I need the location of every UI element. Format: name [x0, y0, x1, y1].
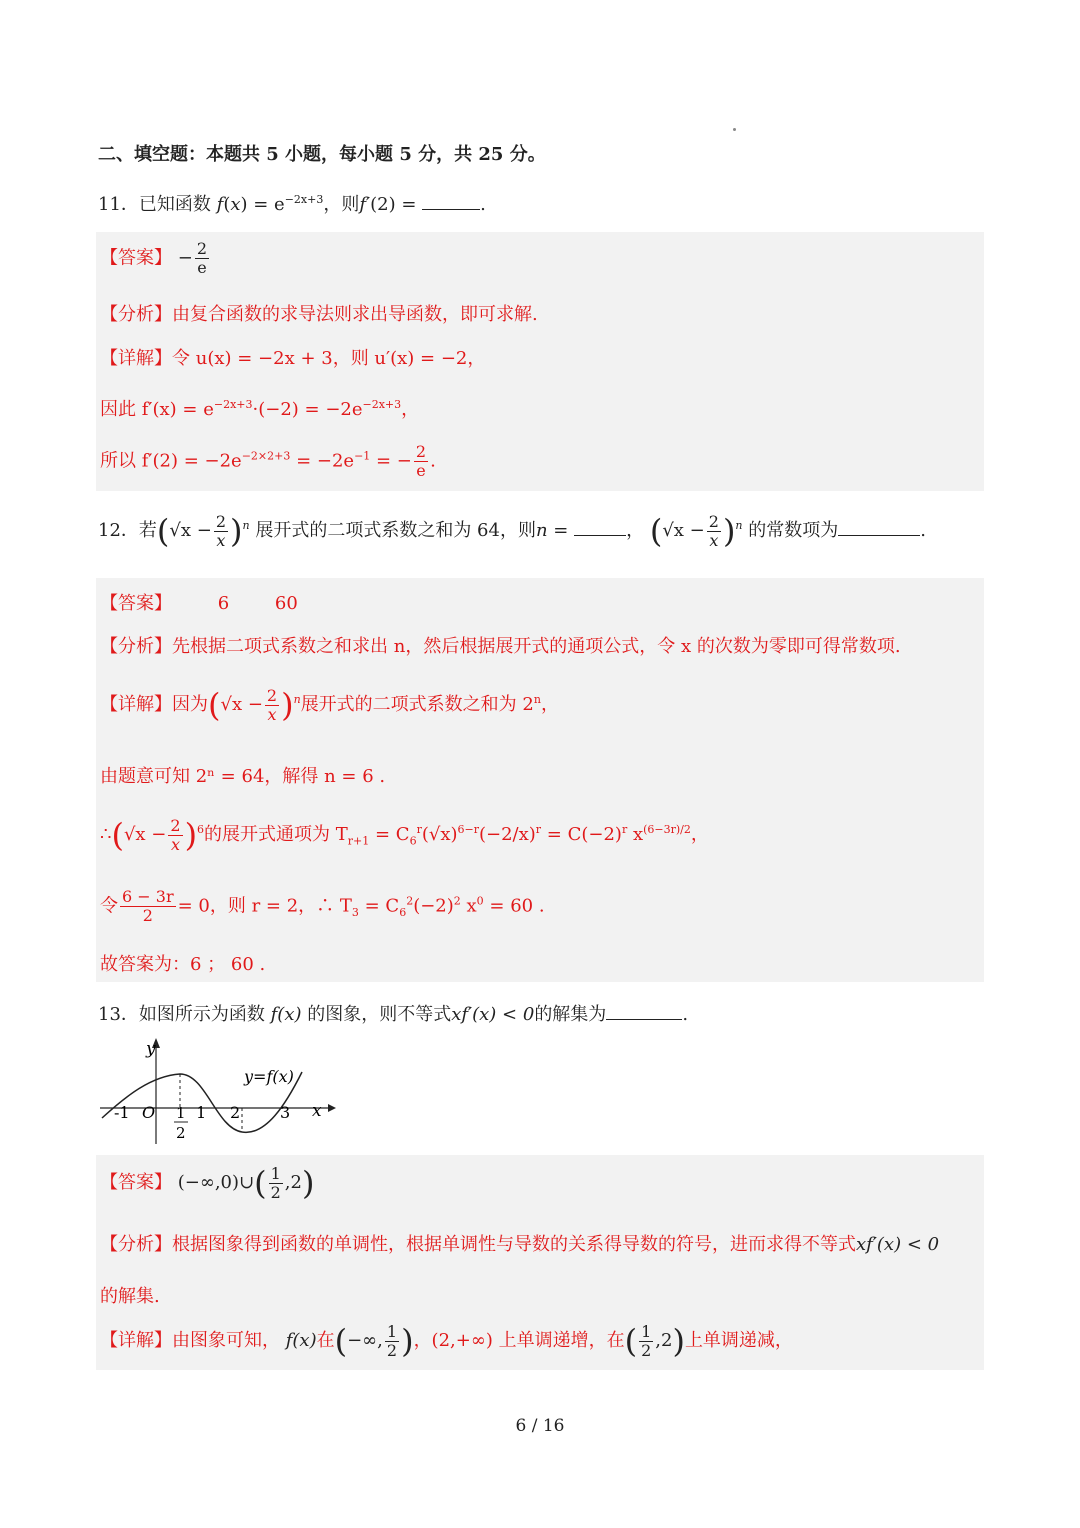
q12-text-b: 的常数项为 — [748, 520, 839, 541]
q12-ruo: 若 — [138, 520, 157, 541]
q13-text-b: 的图象，则不等式 — [307, 1004, 452, 1025]
q13-func: f(x) — [270, 1004, 302, 1025]
tick-half-den: 2 — [176, 1124, 186, 1142]
a11-analysis — [100, 300, 538, 326]
analysis-text: 根据图象得到函数的单调性，根据单调性与导数的关系得导数的符号，进而求得不等式 — [172, 1234, 856, 1255]
q11-arg: 2 — [377, 194, 389, 215]
speck — [733, 128, 736, 131]
answer-blank — [422, 208, 480, 210]
q11-eq: = e — [253, 194, 285, 215]
a12-answer — [100, 589, 298, 615]
q11-eq2: = — [401, 194, 417, 215]
analysis-text: 先根据二项式系数之和求出 n，然后根据展开式的通项公式，令 x 的次数为零即可得常数项. — [172, 636, 901, 657]
a12-detail-4: 令 $\frac{6 - 3r}{2}$ = 0，则 r = 2，∴ $T_3 = C_6^2(-2)^2$ $x^0 = 60$ . — [100, 887, 545, 925]
detail-tag: 【详解】 — [100, 694, 172, 715]
a12-answer-2: 60 — [274, 593, 298, 614]
q11-number: 11． — [98, 194, 139, 215]
a13-answer: 【答案】 (−∞,0)∪( $\frac{1}{2}$ ,2) — [100, 1163, 315, 1202]
answer-tag: 【答案】 — [100, 1172, 172, 1193]
tick-minus-1: -1 — [114, 1103, 130, 1122]
answer-blank-2 — [838, 534, 920, 536]
answer-blank-1 — [574, 534, 626, 536]
a11-sign: − — [177, 247, 193, 269]
question-12: 12．若(√x − $\frac{2}{x}$ )$^n$ 展开式的二项式系数之和为 64，则n = ， (√x − $\frac{2}{x}$ )$^n$ 的常数项为 . — [98, 511, 926, 550]
a11-frac: $\frac{2}{e}$ — [196, 239, 208, 277]
answer-tag: 【答案】 — [100, 247, 172, 269]
a13-analysis-2: 的解集. — [100, 1286, 160, 1307]
q13-number: 13． — [98, 1004, 139, 1025]
tick-3: 3 — [280, 1103, 291, 1122]
q11-var: x — [230, 194, 241, 215]
answer-blank — [606, 1018, 682, 1020]
q13-ineq: xf′(x) < 0 — [451, 1004, 535, 1025]
answer-tag: 【答案】 — [100, 593, 172, 614]
q11-exp: −2x+3 — [284, 193, 324, 206]
q12-number: 12． — [98, 520, 139, 541]
a12-detail-1: 【详解】因为(√x − $\frac{2}{x}$ )$^n$展开式的二项式系数之和为 2$^n$， — [100, 685, 559, 724]
question-11: 11．已知函数 $f(x) = e^{-2x+3}$，则f′(2) = . — [98, 193, 486, 215]
x-axis-arrow — [328, 1104, 336, 1112]
a11-detail-3: 所以 $f'(2) = -2e^{-2\times 2+3} = -2e^{-1}$ = − $\frac{2}{e}$ . — [100, 442, 436, 480]
question-13: 13．如图所示为函数 f(x) 的图象，则不等式xf′(x) < 0的解集为 . — [98, 1004, 689, 1025]
a11-detail-1 — [100, 344, 485, 370]
q12-text-a: 展开式的二项式系数之和为 64，则 — [255, 520, 536, 541]
a13-answer-a: (−∞,0)∪ — [177, 1172, 255, 1193]
a11-detail-2: 因此 $f'(x) = e^{-2x+3}\cdot(-2) = -2e^{-2x+3}$， — [100, 398, 420, 420]
a12-detail-3: ∴(√x − $\frac{2}{x}$ )$^6$的展开式通项为 $T_{r+1} = C_6^r(√x)^{6-r}(-2/x)^r = C(-2)^r$ $x^{(6-3r)/2}$， — [100, 815, 709, 854]
a12-final: 故答案为：6 ； 60 . — [100, 954, 266, 975]
x-label: x — [312, 1101, 322, 1121]
curve-label: y=f(x) — [244, 1067, 294, 1086]
q11-text-a: 已知函数 — [138, 194, 211, 215]
q11-func: f — [216, 194, 224, 215]
analysis-tag: 【分析】 — [100, 636, 172, 657]
section-title: 二、填空题：本题共 5 小题，每小题 5 分，共 25 分。 — [98, 144, 546, 165]
a12-analysis — [100, 632, 901, 658]
detail-text: 令 u(x) = −2x + 3，则 u′(x) = −2， — [172, 348, 486, 369]
q11-text-b: ，则 — [323, 194, 360, 215]
function-graph — [96, 1036, 336, 1146]
y-label: y — [146, 1039, 156, 1059]
detail-tag: 【详解】 — [100, 1330, 172, 1351]
analysis-tag: 【分析】 — [100, 304, 172, 325]
a12-answer-1: 6 — [217, 593, 230, 614]
a11-answer — [100, 240, 211, 277]
q12-sqrt: √x − — [169, 520, 212, 541]
q11-end: . — [480, 194, 486, 215]
tick-half-num: 1 — [176, 1104, 186, 1122]
a13-analysis-1: 【分析】根据图象得到函数的单调性，根据单调性与导数的关系得导数的符号，进而求得不等式xf′(x) < 0 — [100, 1234, 940, 1255]
q13-text-c: 的解集为 — [534, 1004, 607, 1025]
q11-fprime: f′ — [359, 194, 371, 215]
page-number: 6 / 16 — [515, 1416, 565, 1436]
origin-label: O — [142, 1103, 156, 1122]
detail-tag: 【详解】 — [100, 348, 172, 369]
q13-text-a: 如图所示为函数 — [138, 1004, 265, 1025]
a13-detail: 【详解】由图象可知， f(x)在(−∞, $\frac{1}{2}$ )，(2,+∞) 上单调递增，在( $\frac{1}{2}$ ,2)上单调递减， — [100, 1321, 793, 1360]
q12-n-eq: n = — [535, 520, 569, 541]
analysis-tag: 【分析】 — [100, 1234, 172, 1255]
analysis-text: 由复合函数的求导法则求出导函数，即可求解. — [172, 304, 538, 325]
a12-detail-2: 由题意可知 2ⁿ = 64，解得 n = 6 . — [100, 766, 386, 787]
tick-1: 1 — [196, 1103, 207, 1122]
tick-2: 2 — [230, 1103, 241, 1122]
